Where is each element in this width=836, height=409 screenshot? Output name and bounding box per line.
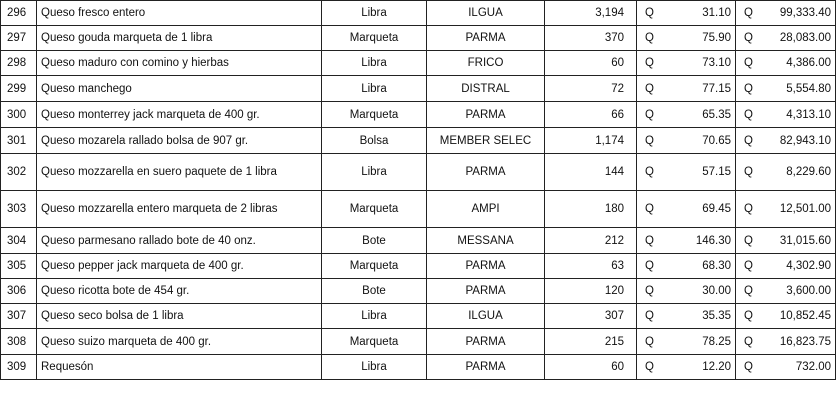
row-number: 303: [1, 191, 37, 228]
unit-price: 73.10: [681, 51, 736, 76]
product-description: Queso suizo marqueta de 400 gr.: [37, 329, 322, 355]
product-description: Requesón: [37, 355, 322, 380]
row-number: 298: [1, 51, 37, 76]
provider-name: PARMA: [427, 154, 545, 191]
total-currency: Q: [736, 26, 761, 51]
product-description: Queso fresco entero: [37, 1, 322, 26]
total-currency: Q: [736, 154, 761, 191]
provider-name: FRICO: [427, 51, 545, 76]
total-currency: Q: [736, 51, 761, 76]
quantity: 180: [545, 191, 637, 228]
table-row: [1, 102, 836, 128]
table-row: [1, 228, 836, 254]
unit-price: 68.30: [681, 254, 736, 279]
unit-of-measure: Marqueta: [322, 329, 427, 355]
total-currency: Q: [736, 329, 761, 355]
unit-of-measure: Libra: [322, 304, 427, 329]
total-currency: Q: [736, 279, 761, 304]
unit-of-measure: Marqueta: [322, 26, 427, 51]
row-number: 297: [1, 26, 37, 51]
unit-of-measure: Bolsa: [322, 128, 427, 154]
price-currency: Q: [637, 1, 681, 26]
row-number: 300: [1, 102, 37, 128]
total-currency: Q: [736, 102, 761, 128]
unit-of-measure: Bote: [322, 228, 427, 254]
price-currency: Q: [637, 51, 681, 76]
quantity: 60: [545, 355, 637, 380]
row-number: 306: [1, 279, 37, 304]
unit-price: 31.10: [681, 1, 736, 26]
provider-name: MESSANA: [427, 228, 545, 254]
total-amount: 732.00: [761, 355, 836, 380]
price-currency: Q: [637, 26, 681, 51]
unit-price: 12.20: [681, 355, 736, 380]
unit-price: 35.35: [681, 304, 736, 329]
price-currency: Q: [637, 304, 681, 329]
product-description: Queso pepper jack marqueta de 400 gr.: [37, 254, 322, 279]
price-currency: Q: [637, 254, 681, 279]
total-amount: 5,554.80: [761, 76, 836, 102]
table-row: [1, 254, 836, 279]
row-number: 307: [1, 304, 37, 329]
total-amount: 99,333.40: [761, 1, 836, 26]
total-amount: 16,823.75: [761, 329, 836, 355]
provider-name: AMPI: [427, 191, 545, 228]
product-description: Queso mozarela rallado bolsa de 907 gr.: [37, 128, 322, 154]
price-currency: Q: [637, 228, 681, 254]
price-currency: Q: [637, 279, 681, 304]
unit-of-measure: Libra: [322, 51, 427, 76]
quantity: 120: [545, 279, 637, 304]
quantity: 212: [545, 228, 637, 254]
table-row: [1, 279, 836, 304]
total-amount: 12,501.00: [761, 191, 836, 228]
unit-of-measure: Bote: [322, 279, 427, 304]
table-row: [1, 329, 836, 355]
quantity: 66: [545, 102, 637, 128]
unit-price: 69.45: [681, 191, 736, 228]
unit-of-measure: Libra: [322, 1, 427, 26]
table-row: [1, 76, 836, 102]
price-currency: Q: [637, 128, 681, 154]
table-row: [1, 1, 836, 26]
table-row: [1, 355, 836, 380]
total-currency: Q: [736, 355, 761, 380]
table-row: [1, 154, 836, 191]
provider-name: ILGUA: [427, 304, 545, 329]
quantity: 63: [545, 254, 637, 279]
total-amount: 82,943.10: [761, 128, 836, 154]
unit-price: 57.15: [681, 154, 736, 191]
product-description: Queso seco bolsa de 1 libra: [37, 304, 322, 329]
row-number: 304: [1, 228, 37, 254]
total-amount: 10,852.45: [761, 304, 836, 329]
unit-price: 146.30: [681, 228, 736, 254]
total-amount: 8,229.60: [761, 154, 836, 191]
total-currency: Q: [736, 128, 761, 154]
provider-name: PARMA: [427, 102, 545, 128]
product-description: Queso monterrey jack marqueta de 400 gr.: [37, 102, 322, 128]
total-amount: 4,386.00: [761, 51, 836, 76]
unit-of-measure: Marqueta: [322, 254, 427, 279]
row-number: 299: [1, 76, 37, 102]
row-number: 301: [1, 128, 37, 154]
unit-price: 70.65: [681, 128, 736, 154]
table-body: [1, 1, 836, 380]
unit-price: 65.35: [681, 102, 736, 128]
table-row: [1, 51, 836, 76]
row-number: 309: [1, 355, 37, 380]
quantity: 144: [545, 154, 637, 191]
price-currency: Q: [637, 355, 681, 380]
provider-name: ILGUA: [427, 1, 545, 26]
unit-of-measure: Marqueta: [322, 102, 427, 128]
total-amount: 4,313.10: [761, 102, 836, 128]
quantity: 3,194: [545, 1, 637, 26]
row-number: 302: [1, 154, 37, 191]
provider-name: PARMA: [427, 355, 545, 380]
unit-of-measure: Marqueta: [322, 191, 427, 228]
table-row: [1, 304, 836, 329]
quantity: 72: [545, 76, 637, 102]
total-currency: Q: [736, 254, 761, 279]
total-currency: Q: [736, 1, 761, 26]
total-amount: 3,600.00: [761, 279, 836, 304]
total-currency: Q: [736, 76, 761, 102]
unit-price: 77.15: [681, 76, 736, 102]
unit-of-measure: Libra: [322, 154, 427, 191]
product-description: Queso mozzarella en suero paquete de 1 libra: [37, 154, 322, 191]
price-currency: Q: [637, 154, 681, 191]
total-amount: 31,015.60: [761, 228, 836, 254]
unit-of-measure: Libra: [322, 76, 427, 102]
price-currency: Q: [637, 102, 681, 128]
product-description: Queso maduro con comino y hierbas: [37, 51, 322, 76]
quantity: 60: [545, 51, 637, 76]
total-amount: 4,302.90: [761, 254, 836, 279]
product-description: Queso gouda marqueta de 1 libra: [37, 26, 322, 51]
provider-name: PARMA: [427, 254, 545, 279]
product-description: Queso parmesano rallado bote de 40 onz.: [37, 228, 322, 254]
table-row: [1, 128, 836, 154]
quantity: 1,174: [545, 128, 637, 154]
provider-name: MEMBER SELEC: [427, 128, 545, 154]
total-currency: Q: [736, 304, 761, 329]
total-amount: 28,083.00: [761, 26, 836, 51]
provider-name: PARMA: [427, 329, 545, 355]
quantity: 307: [545, 304, 637, 329]
product-description: Queso manchego: [37, 76, 322, 102]
unit-of-measure: Libra: [322, 355, 427, 380]
row-number: 296: [1, 1, 37, 26]
price-currency: Q: [637, 329, 681, 355]
row-number: 305: [1, 254, 37, 279]
unit-price: 78.25: [681, 329, 736, 355]
product-description: Queso mozzarella entero marqueta de 2 libras: [37, 191, 322, 228]
total-currency: Q: [736, 191, 761, 228]
quantity: 370: [545, 26, 637, 51]
table-row: [1, 26, 836, 51]
provider-name: PARMA: [427, 279, 545, 304]
row-number: 308: [1, 329, 37, 355]
price-currency: Q: [637, 76, 681, 102]
provider-name: PARMA: [427, 26, 545, 51]
unit-price: 75.90: [681, 26, 736, 51]
price-currency: Q: [637, 191, 681, 228]
total-currency: Q: [736, 228, 761, 254]
provider-name: DISTRAL: [427, 76, 545, 102]
product-description: Queso ricotta bote de 454 gr.: [37, 279, 322, 304]
table-row: [1, 191, 836, 228]
unit-price: 30.00: [681, 279, 736, 304]
quantity: 215: [545, 329, 637, 355]
